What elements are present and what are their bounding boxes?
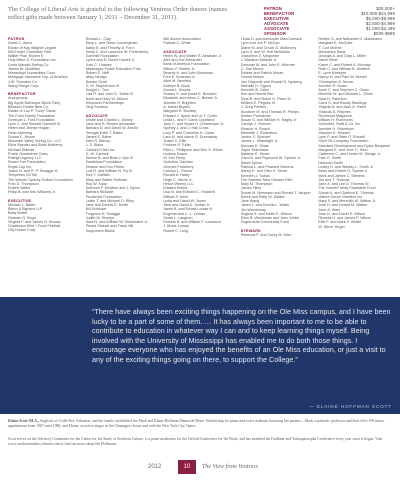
- donor-name: Julie H. and Gerald M. Walker: [318, 203, 368, 208]
- donor-name: Michelle W. and Michael L. Oliver: [318, 92, 373, 97]
- donor-name: Deborah M. and John E. Michner: [240, 62, 295, 67]
- donor-name: Zugernaute Community Fund: [240, 220, 289, 225]
- donor-name: Virginia N. and Jack G. Reed: [318, 105, 366, 110]
- donor-name: Pamela B. and William F. Lowrance: [163, 220, 222, 225]
- donor-name: Jane A. and Lee D. Thomas Sr.: [318, 182, 370, 187]
- donor-section-heading: ADVOCATE: [85, 113, 109, 118]
- donor-name: Ronald A. Haley: [163, 173, 190, 178]
- intro-text: The College of Liberal Arts is grateful to the following Ventress Order donors (names reflect gifts made between January 1, 2011 – December 31, 2011).: [8, 6, 228, 21]
- donor-name: Jane and Dennis E. Smith: [85, 203, 129, 208]
- donor-name: Carolyn L. Grover: [163, 168, 193, 173]
- donor-name: Shell Oil Company Foundation: [318, 139, 369, 144]
- donor-name: Jane and H. Rowen Alexander: [85, 122, 136, 127]
- donor-name: Alex and Joe Alexander: [163, 58, 202, 63]
- donor-name: Nancy E. and Glen H. Stone: [240, 169, 288, 174]
- donor-name: Mary L. and Steve Cunningham: [85, 41, 138, 46]
- quote-attribution: — ELAINE HOFFMAN SCOTT: [309, 404, 392, 409]
- donor-name: Lynn S. and W. Hull McMullan: [240, 49, 290, 54]
- donor-name: Carolyn J. Reeves: [240, 122, 271, 127]
- donor-name: Debbie and Patrick Moran: [240, 71, 284, 76]
- donor-name: G. W. Cannell: [85, 151, 109, 156]
- donor-name: James W. McMillan: [8, 66, 40, 71]
- donor-name: Poetic Greatdeme Ones: [8, 151, 48, 156]
- donor-name: Frances R. Elder: [163, 143, 191, 148]
- donor-name: Alice M. Bernfeld: [163, 79, 192, 84]
- bio-paragraph-2: Scott serves on the Advisory Committee for the Center for the Study of Southern Culture, is a panel moderator for the Oxford Conference for the Book, and has attended the Faulkner and Yoknapatawpha Conference every year since it began. Visit www.southernstudies.olemiss.edu to find out more about the Hoffmans.: [8, 437, 383, 446]
- donor-name: Betty Bertel: [8, 211, 28, 216]
- donor-name: Carol S. and Randy Rawlings: [318, 100, 367, 105]
- donor-name: J. S. Blake: [85, 143, 104, 148]
- donor-name: Lynne and D. Noont Howell Jr.: [85, 58, 136, 63]
- donor-name: Dwight L. Tice: [85, 88, 109, 93]
- donor-name: Mark and James C. Stevens: [318, 173, 365, 178]
- donor-name: Walter Plaz, Robert E.: [8, 54, 45, 59]
- donor-section-heading: EXECUTIVE: [8, 198, 32, 203]
- donor-name: Mississippi Power Education Fdtn.: [85, 66, 142, 71]
- donor-name: Graham G. Boyd: [8, 215, 36, 220]
- donor-name: Noelt and Gary W. Wilson: [85, 96, 128, 101]
- donor-name: Ruth C. and William R. Mottrich: [318, 66, 370, 71]
- donor-name: Jean H. and David E. Wilson: [318, 211, 366, 216]
- donor-name: The Vowell Family Charitable Fund: [318, 186, 376, 191]
- donor-name: Sara H. Paterson: [318, 96, 347, 101]
- donor-name: A. Harter Bryant: [163, 104, 190, 109]
- donor-name: Germee Frebberry: [163, 164, 194, 169]
- donor-name: Georgia A. and Gary L. Miller: [318, 54, 366, 59]
- donor-column: [318, 37, 396, 294]
- donor-name: Zieg Gardens: [85, 105, 108, 110]
- donor-name: Steve Mixer: [318, 58, 338, 63]
- donor-section-heading: ASSOCIATE: [163, 49, 187, 54]
- donor-name: Schreiber, Swift & Co. Inc.: [318, 122, 362, 127]
- page-footer: [0, 458, 400, 480]
- donor-name: Virginia K. and Eddie E. Wilson: [240, 211, 292, 216]
- donor-name: J.W. Sheraton Co.: [8, 79, 38, 84]
- donor-name: Jane and David A. Jordan Jr.: [163, 203, 211, 208]
- donor-name: Janes L. and Dennis L. Watts: [240, 203, 289, 208]
- donor-name: Emily C. and Laurence W. Fortenberry: [85, 49, 149, 54]
- donor-name: Prudential Foundation: [85, 194, 122, 199]
- donor-name: Robert Waller: [8, 186, 31, 191]
- donor-name: Jennifer R. Noren: [318, 83, 348, 88]
- quote-text: “There have always been exciting things happening on the Ole Miss campus, and I have been lucky to be a part of some of them. … It has always been important to me to be able to contribute to education in whatever way I can and to keep learning things myself. Being involved with the University of Mississippi has enabled me to do both those things. I encourage everyone who has enjoyed the benefits of an Ole Miss education, or just a visit to any of the exciting things going on there, to support the College.”: [92, 307, 391, 364]
- donor-name: Suzanne M. and Thomas R. Phelps: [240, 109, 299, 114]
- donor-name: James E. Baker: [85, 134, 112, 139]
- donor-name: Jennifer H. Brighton: [163, 100, 196, 105]
- donor-name: Temperies Gil Tell: [8, 173, 38, 178]
- donor-name: Ellie F. and Mark V. Wolter: [318, 220, 362, 225]
- donor-name: Jan Osgoode and Ronald S. Nyckerg: [240, 79, 302, 84]
- donor-name: Edward Hobbs: [163, 186, 188, 191]
- giving-level-name: SPONSOR: [264, 31, 286, 37]
- donor-name: Jane A. Ware: [318, 207, 341, 212]
- giving-level-name: EXECUTIVE: [264, 16, 290, 22]
- donor-name: T. Curt McKee: [318, 45, 342, 50]
- donor-name: Fulgence N. Smagge: [85, 211, 121, 216]
- bio-name: Elaine Scott (M.A.,: [8, 419, 39, 423]
- donor-name: Catherine C. and Hunter M. Sledge Jr.: [318, 152, 381, 157]
- donor-name: Kenneth J. Sultus: [240, 173, 270, 178]
- donor-name: Joann N. and R. P. Smagge III: [8, 168, 58, 173]
- donor-name: Leslie T. and Michael D. Riley: [85, 198, 134, 203]
- donor-name: Karen C. and Robert A. Monday: [318, 62, 371, 67]
- donor-name: Julio C. Lindsey: [85, 62, 112, 67]
- donor-name: Royal Cup Inc.: [8, 164, 33, 169]
- donor-name: Raleigh Agency LLC: [8, 156, 42, 161]
- donor-name: Barbara D. and David W. Arnold: [85, 126, 138, 131]
- donor-name: Lesley H. and Stanley L. Smith Jr.: [318, 164, 374, 169]
- donor-name: William E. Pegues III: [240, 100, 275, 105]
- donor-name: Ellen B. Weeleman and John Webb: [240, 216, 299, 221]
- donor-column: [86, 37, 164, 294]
- donor-section-heading: BENEFACTOR: [8, 92, 36, 97]
- donor-name: Joyce Sklerviska: [240, 147, 269, 152]
- donor-name: Richard L. Clay: [85, 37, 111, 41]
- donor-name: W. Steve Yerger: [318, 224, 345, 229]
- donor-name: Winpower Partnerships: [85, 100, 124, 105]
- giving-level-name: BENEFACTOR: [264, 11, 295, 17]
- giving-level-name: ASSOCIATE: [264, 26, 290, 32]
- donor-name: Fred E. Bowman Jr.: [163, 75, 196, 80]
- donor-name: Sarah Spicer: [240, 160, 263, 165]
- donor-name: Kirstie and Charles L. Alimey: [85, 117, 133, 122]
- donor-name: Big Apple Barbeque Block Party: [8, 100, 61, 105]
- donor-name: Ellen L. Phillipson and Ron S. Elkins: [163, 147, 223, 152]
- donor-name: Susan M. Neemann and Ronald T. Vaughn: [240, 190, 311, 195]
- donor-name: Bank of America Foundation: [163, 62, 210, 67]
- donor-name: J. Madison McNeal Jr.: [240, 58, 278, 63]
- donor-name: Sara N. and William W. Shoemaker Jr.: [85, 220, 149, 225]
- donor-name: James L. Seawright Jr.: [240, 139, 279, 144]
- donor-name: The Warner Sydney Gollum Foundation: [8, 177, 73, 182]
- donor-columns: [8, 37, 396, 294]
- giving-level-amount: $25,000+: [376, 6, 395, 11]
- donor-name: Dean Manning: [8, 130, 32, 135]
- donor-name: Margaret K. Buckley: [163, 109, 197, 114]
- donor-name: The Frost Family Foundation: [8, 113, 56, 118]
- donor-name: Jane C. and Stuart H. Christensen Jr.: [163, 122, 225, 127]
- giving-level: [264, 31, 395, 36]
- donor-name: Philip B. and Kirk Williams Jr.: [8, 190, 56, 195]
- donor-name: Linda Wandel-Sertog Co.: [8, 62, 50, 67]
- donor-name: Mortgage Insurance Grp. of America: [8, 75, 68, 80]
- giving-level-amount: $2,500-$4,999: [366, 21, 395, 27]
- donor-name: Linda L. and F. Davis Copeland: [163, 117, 215, 122]
- donor-name: Margaret K. and John C. Silvo: [318, 147, 368, 152]
- donor-name: Diane M. and Chuck G. McKinney: [240, 45, 297, 50]
- giving-level-amount: $500-$999: [373, 31, 395, 37]
- donor-name: AW Alumni Association: [163, 37, 201, 41]
- donor-name: Jane Wang: [240, 199, 260, 204]
- donor-name: Lynn P. and Stark G. Russell: [318, 135, 366, 140]
- footer-title: The View from Ventress: [202, 464, 258, 470]
- donor-name: Margaret E. McGuire: [318, 41, 353, 46]
- donor-name: The Sweeter New Orleans Fdtn.: [240, 177, 294, 182]
- bio-text: Anglistic of Cedle Rev. Arkansas, and her family established the Mark and Elaine Hoffman Memorial Music Scholarship for piano and voice students; honoring her parents—Mark, a patriotic professor and their life's 190 minor appointment from 1967 until 1986, and Elaine, an active singer in the Chantages chorus and with the New York City Opera.: [8, 419, 385, 428]
- donor-name: Denise B. and Brad J. Dye III: [85, 156, 134, 161]
- donor-name: Valiere Deuce Warfield Inc.: [318, 194, 363, 199]
- donor-name: City House Corp.: [8, 228, 37, 233]
- donor-name: C. Sue Moore: [240, 66, 264, 71]
- donor-name: Lynn and Jon P. McCan: [240, 41, 280, 46]
- donor-name: Gretchen Gardner: [163, 160, 193, 165]
- donor-name: Hirsch Weeny LLC: [163, 181, 194, 186]
- donor-name: Mississippi Humanities Coun.: [8, 71, 57, 76]
- donor-name: Sarah L. Laughon: [163, 215, 193, 220]
- bio-paragraph: [8, 419, 396, 428]
- donor-name: Donna C. Moore: [8, 134, 36, 139]
- donor-name: William H. Rummons: [318, 118, 353, 123]
- donor-name: Mary and Walter Hoffman: [85, 177, 128, 182]
- donor-name: Michelle H. Ogeos: [240, 83, 271, 88]
- donor-name: Susan S. and William H. Ragby Jr.: [240, 118, 298, 123]
- donor-name: Helen and Jimmie Hogan: [8, 126, 50, 131]
- donor-name: Standard Development and Dylan Benjamin: [318, 143, 391, 148]
- donor-name: Brooke Scott: [85, 79, 107, 84]
- donor-name: Linda D. and Alexander MacCormack: [240, 37, 302, 41]
- donor-name: Mountain Valley Spring Co., LLC: [8, 139, 62, 144]
- donor-name: Teresa Nelson: [240, 75, 265, 80]
- donor-name: Wang Range Corp.: [8, 83, 40, 88]
- donor-name: Anne C. and Stephen C. Olsen: [318, 88, 370, 93]
- donor-name: Gammill Foundation: [85, 54, 119, 59]
- donor-name: J. Greg Perkins: [240, 105, 267, 110]
- donor-name: Lois R. and William N. Fry III: [85, 168, 133, 173]
- donor-section-heading: PATRON: [8, 37, 25, 41]
- donor-name: Christopher A. Nezoo: [318, 79, 354, 84]
- donor-name: Charleston Mint + Food Festival: [8, 224, 61, 229]
- donor-name: Rhonda H. and James P. Wilson: [318, 216, 372, 221]
- donor-name: Estate of Kay Wagner Legard: [8, 45, 57, 50]
- donor-name: Patricia C. White: [163, 41, 191, 46]
- donor-name: Eliza Stander and Brian McHenry: [8, 143, 63, 148]
- donor-name: Cortland Field Inc.: [85, 147, 116, 152]
- donor-name: Meredith J. Robertson: [240, 130, 278, 135]
- donor-name: Brian and Robert G. Spears II: [318, 169, 367, 174]
- donor-name: J. Bruce Lomas: [163, 224, 189, 229]
- donor-name: Estate of Lou P. "Lucy" Davis: [8, 109, 56, 114]
- donor-name: Lisa R. and John D. Torble III: [85, 92, 134, 97]
- donor-name: Supporters Banks: [85, 228, 115, 233]
- giving-levels: [264, 6, 395, 37]
- donor-name: W. Eric Fenty: [163, 156, 186, 161]
- donor-name: Rosen Fan Foundation: [8, 160, 46, 165]
- donor-name: Josephine Z. Meglomer: [240, 54, 280, 59]
- donor-name: Rebecca P. and Corey M. Allen: [240, 232, 292, 237]
- donor-name: Michael Stander: [8, 147, 35, 152]
- donor-name: Edward J. Upton and Jo T. Curtis: [163, 113, 218, 118]
- donor-name: Kathryn B. Buck: [163, 83, 190, 88]
- donor-name: Kenneth B. Orbin: [240, 88, 270, 93]
- donor-name: Barbara McDade: [85, 190, 114, 195]
- donor-name: Eugenia and C. L. Leman: [163, 211, 206, 216]
- donor-column: [241, 37, 319, 294]
- donor-name: Lucy P. and Cornelius H. Cuber: [163, 130, 215, 135]
- donor-name: Janice S. Spencer: [240, 135, 271, 140]
- donor-name: Stephen E. Russell: [318, 130, 350, 135]
- donor-name: Ann and Hewitt Parr: [240, 92, 274, 97]
- donor-name: Susan C. Ellis: [163, 139, 187, 144]
- donor-name: Kristen Poindexter: [240, 113, 271, 118]
- footer-year: 2012: [148, 464, 162, 470]
- donor-name: Baton & Bigham LLP: [8, 207, 43, 212]
- donor-name: Robert C. Long: [163, 228, 189, 233]
- giving-level-name: ADVOCATE: [264, 21, 289, 27]
- donor-name: Deborah Smith: [318, 160, 343, 165]
- donor-name: Hugh C. Harris Jr.: [163, 177, 193, 182]
- donor-section-heading: STEWARD: [240, 228, 261, 233]
- donor-name: Toni T. Gallatin: [85, 173, 110, 178]
- quote-panel: [0, 297, 400, 414]
- donor-name: E. Lynn Mosepre: [318, 71, 347, 76]
- giving-level-amount: $10,000-$24,999: [361, 11, 395, 17]
- donor-name: Kathy E. and Timothy A. Ford: [85, 45, 134, 50]
- donor-name: Jennifer H. Robertson: [318, 126, 355, 131]
- donor-name: Eastfellow Foundation: [85, 160, 122, 165]
- donor-name: Gina R. and Robin H. Pears III: [240, 96, 291, 101]
- donor-name: Mary M. Thompson: [240, 182, 273, 187]
- donor-name: Donna L. Brooks: [163, 87, 191, 92]
- donor-name: Marlene E. Smart: [240, 152, 270, 157]
- giving-level-name: PATRON: [264, 6, 282, 11]
- donor-name: Abby Neutgo: [85, 75, 107, 80]
- donor-column: [8, 37, 86, 294]
- donor-name: Billsboro Estate New Co.: [8, 104, 49, 109]
- donor-name: James Tilley: [240, 186, 262, 191]
- donor-name: David C. Akers: [8, 41, 33, 46]
- donor-name: Yolanda S. Rhymes: [318, 109, 351, 114]
- donor-name: G. M. Stephenson III: [85, 83, 120, 88]
- donor-name: Michael L. Baker: [8, 202, 36, 207]
- donor-name: Carol A. and Raymond W. Speers Jr.: [240, 156, 301, 161]
- donor-name: Derek and Patty W. Walker: [240, 194, 285, 199]
- donor-name: Deborah F. McAbee and J. Byron: [85, 186, 140, 191]
- giving-level-amount: $5,000-$9,999: [366, 16, 395, 22]
- donor-name: Elizabeth and Heinz C. Brewer Jr.: [163, 96, 219, 101]
- donor-name: Bill Schroder: [85, 207, 107, 212]
- donor-name: Mill Foster Charitable Fdtn.: [8, 49, 53, 54]
- donor-name: Mary S. and Meredith W. Walton Jr.: [318, 199, 377, 204]
- donor-name: Wilson P. Barber Jr.: [163, 66, 196, 71]
- donor-name: Sydney J. and J. Hall Cross: [163, 126, 209, 131]
- donor-name: Norman E. Shaw: [240, 143, 269, 148]
- donor-name: Reiden S. and Nathaniel G. Mackbamo: [318, 37, 383, 41]
- donor-name: Richmond Magazine: [318, 113, 352, 118]
- donor-name: Lara M. and Vance R. Dunnaway: [163, 134, 218, 139]
- donor-name: Kara R. Bishop: [85, 139, 111, 144]
- donor-name: Lindsey Evans: [163, 151, 188, 156]
- donor-name: William F. Irene: [163, 194, 189, 199]
- donor-name: Sharon S. and David E. Brossert: [163, 92, 217, 97]
- donor-name: Virginia F. and James G. Brooks: [8, 219, 61, 224]
- donor-name: Holy Miller Jr. Foundation Inc.: [8, 58, 57, 63]
- donor-name: Susan K. and Gattford E. Thomas: [318, 190, 374, 195]
- donor-name: Lydia and David W. Jones: [163, 198, 206, 203]
- donor-name: Anonymous: [8, 96, 28, 101]
- donor-name: Lisa N. and Edward C. Howarth: [163, 190, 215, 195]
- donor-name: Eleanor H. Roach: [240, 126, 270, 131]
- donor-name: Piedra Stossel and Frank Hill: [85, 224, 134, 229]
- donor-name: Lynn C. and Stewart Gammill III: [8, 122, 60, 127]
- donor-name: Gertrude L. Ford Foundation: [8, 117, 55, 122]
- giving-level-amount: $1,000-$2,499: [366, 26, 395, 32]
- donor-name: Judith M. Sherlyn: [85, 215, 115, 220]
- page-number: 10: [178, 460, 196, 474]
- donor-name: Paul O. Smith: [318, 156, 342, 161]
- donor-name: Georgia Edith T. Bates: [85, 130, 123, 135]
- donor-name: Nancy H. and Paul W. Murrell: [318, 75, 367, 80]
- donor-name: Robert E. Neff: [85, 71, 109, 76]
- donor-name: Fran D. Thompson: [8, 181, 39, 186]
- donor-name: Jim and T. Thomas: [318, 177, 350, 182]
- donor-column: [163, 37, 241, 294]
- donor-name: Helen W. and Walter R. Abraham Jr.: [163, 53, 223, 58]
- donor-name: Jim Wendeway: [240, 207, 266, 212]
- donor-name: Beverly H. and John Bousman: [163, 70, 213, 75]
- donor-name: Mechanics Bank: [318, 49, 346, 54]
- donor-name: Roy W. Kalal: [85, 181, 107, 186]
- donor-name: Eleanor and Kon Fisher: [85, 164, 125, 169]
- donor-name: Patricia L. and Pearsea Stevens: [240, 164, 294, 169]
- donor-name: Jamie B. and Ernest Louise III: [163, 207, 213, 212]
